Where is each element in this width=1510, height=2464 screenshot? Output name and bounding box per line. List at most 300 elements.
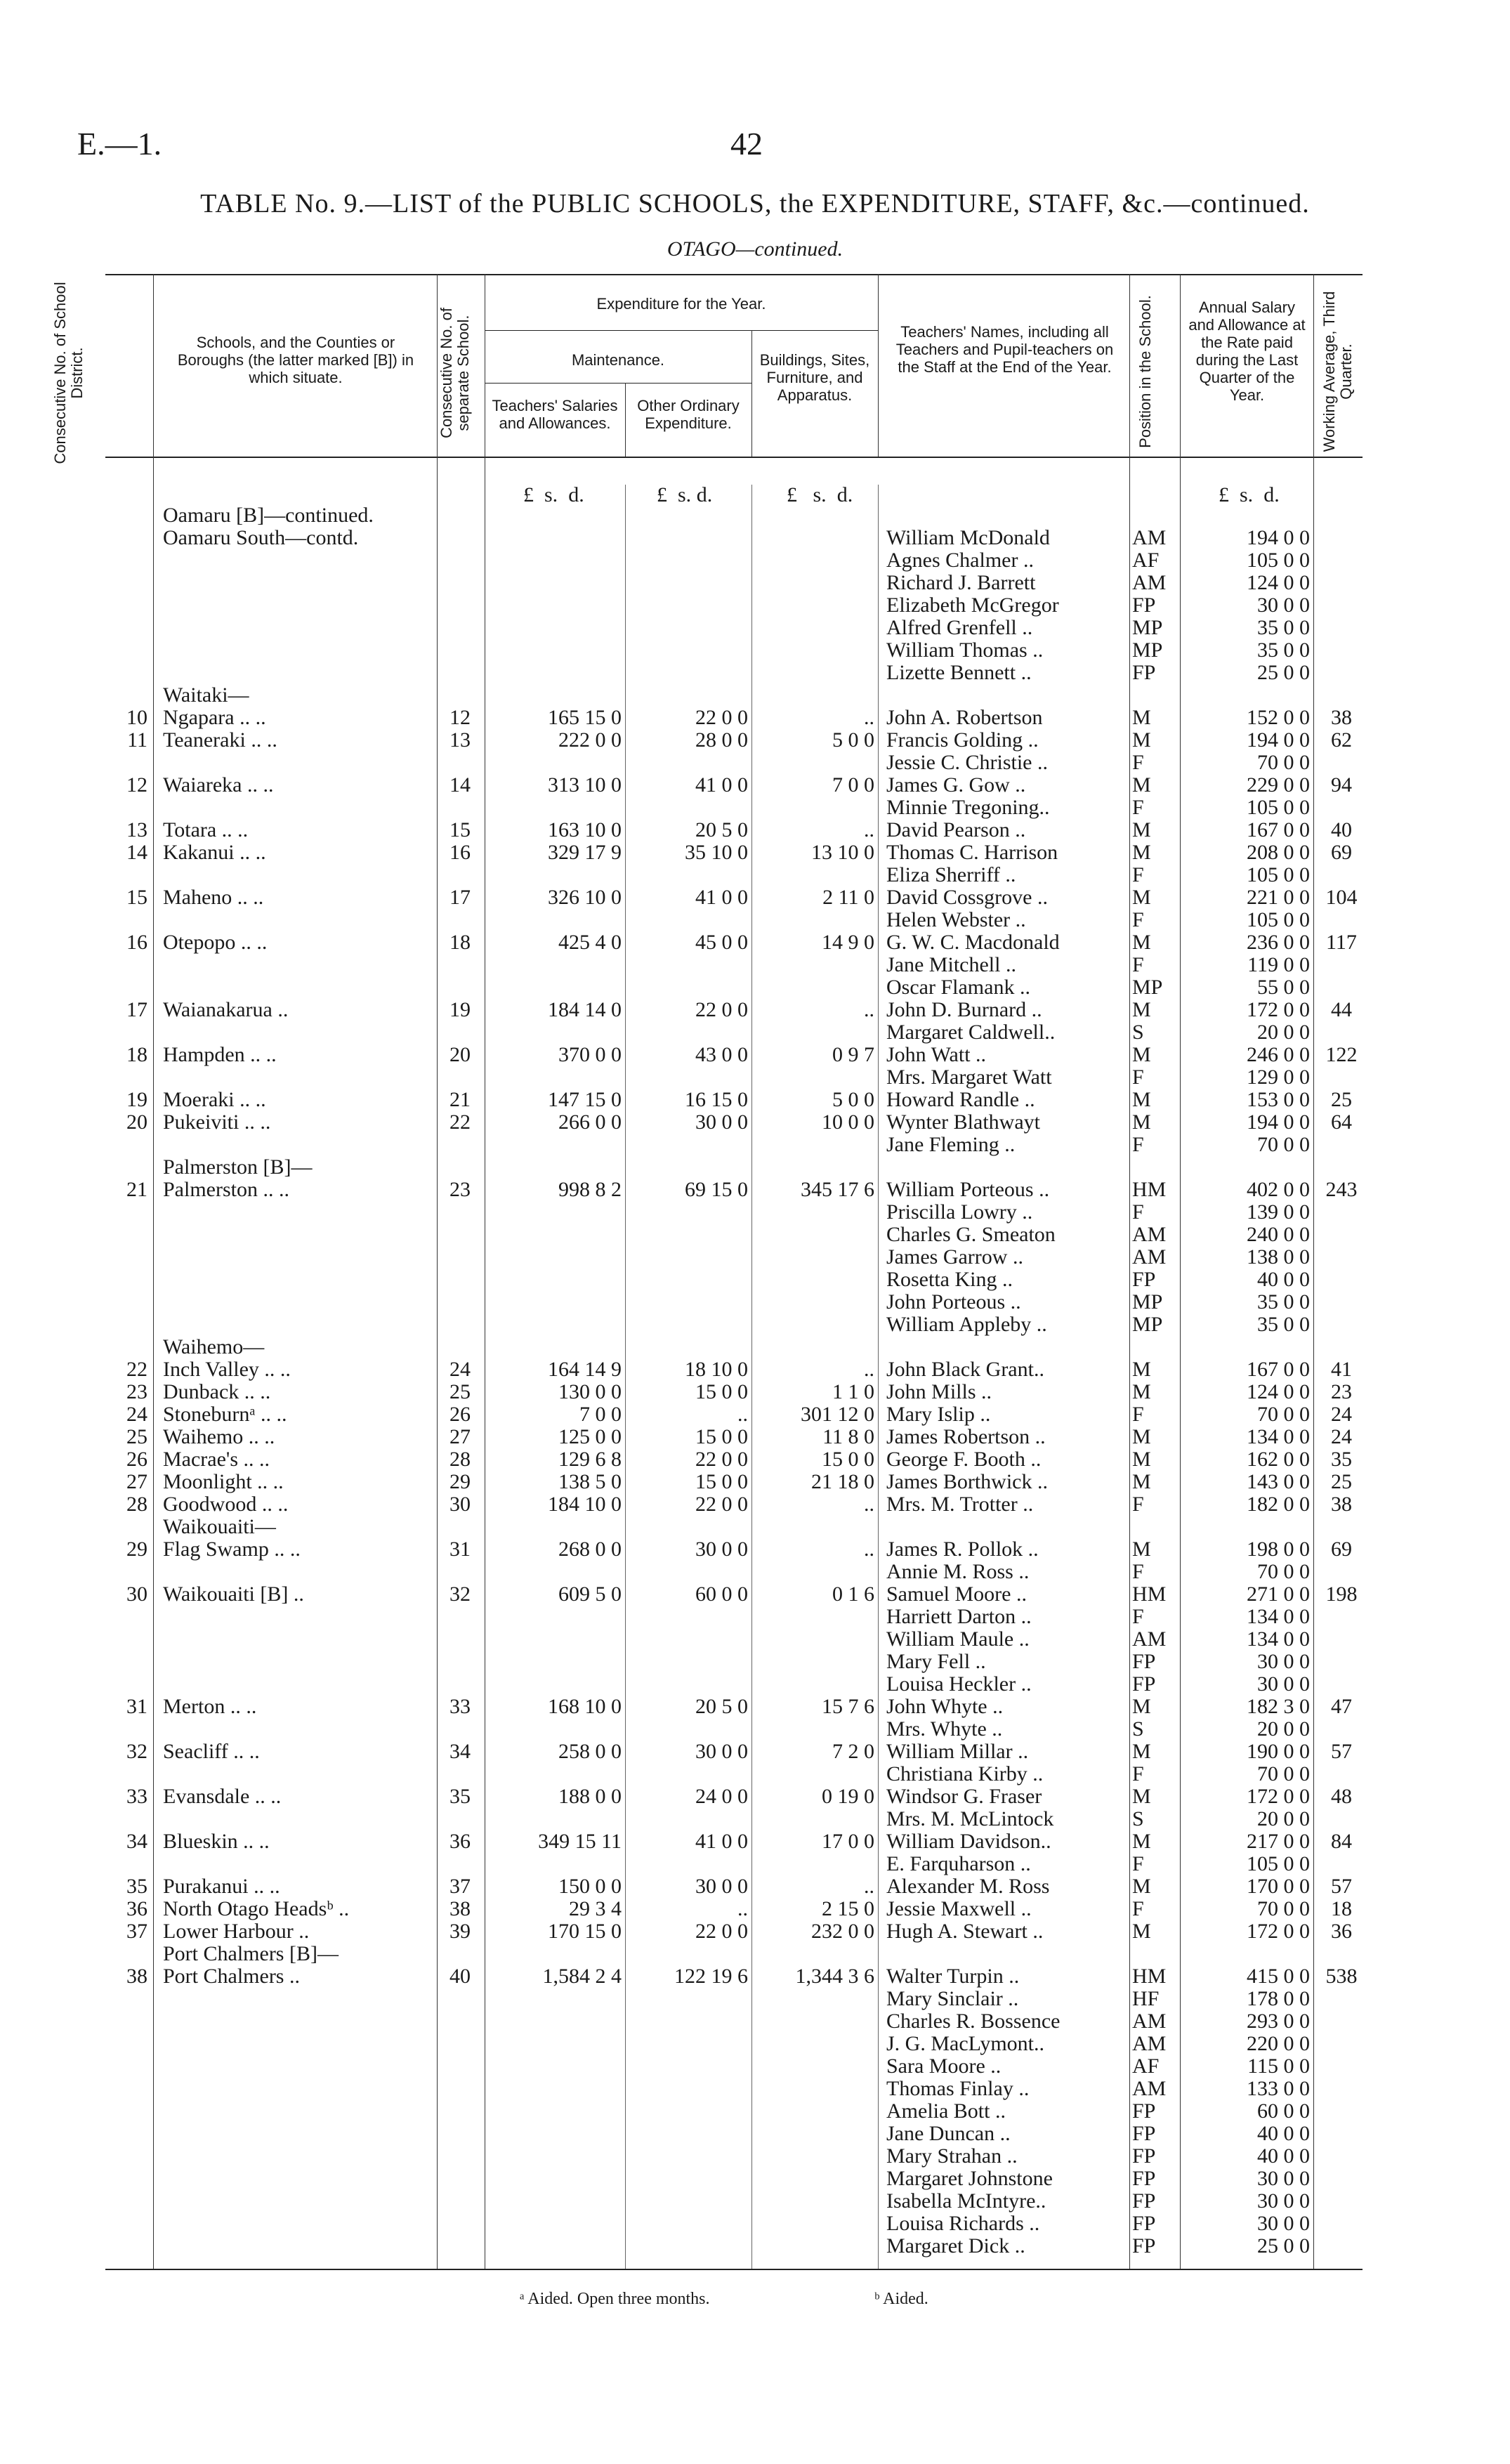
other-expenditure: 15 0 0 [695, 1380, 748, 1403]
other-expenditure: 122 19 6 [674, 1965, 748, 1988]
district-no: 13 [126, 818, 147, 841]
buildings: 15 7 6 [822, 1695, 874, 1718]
table-row [0, 1313, 1510, 1336]
position: S [1132, 1717, 1144, 1741]
teacher-name: James Garrow .. [886, 1245, 1023, 1269]
annual-salary: 20 0 0 [1257, 1717, 1310, 1741]
teacher-name: Mrs. M. McLintock [886, 1807, 1054, 1830]
position: M [1132, 1448, 1151, 1471]
school-name: Palmerston [B]— [163, 1155, 313, 1179]
annual-salary: 402 0 0 [1247, 1178, 1310, 1201]
table-row [0, 1134, 1510, 1156]
teachers-salaries: 1,584 2 4 [542, 1965, 622, 1988]
buildings: 301 12 0 [801, 1403, 874, 1426]
school-name: North Otago Headsᵇ .. [163, 1897, 350, 1920]
district-no: 34 [126, 1830, 147, 1853]
school-name: Merton .. .. [163, 1695, 257, 1718]
other-expenditure: 22 0 0 [695, 998, 748, 1021]
buildings: 21 18 0 [811, 1470, 874, 1493]
annual-salary: 134 0 0 [1247, 1627, 1310, 1651]
header-expenditure: Expenditure for the Year. [596, 295, 766, 313]
teacher-name: Christiana Kirby .. [886, 1762, 1044, 1785]
header-school-no: Consecutive No. of separate School. [438, 308, 472, 438]
table-row [0, 954, 1510, 976]
annual-salary: 35 0 0 [1257, 638, 1310, 662]
other-expenditure: 15 0 0 [695, 1425, 748, 1448]
position: F [1132, 953, 1144, 976]
working-average: 62 [1331, 728, 1352, 752]
school-no: 36 [449, 1830, 471, 1853]
working-average: 25 [1331, 1088, 1352, 1111]
other-expenditure: .. [737, 1897, 748, 1920]
other-expenditure: 20 5 0 [695, 1695, 748, 1718]
table-row [0, 1965, 1510, 1988]
position: AF [1132, 2055, 1160, 2078]
district-no: 31 [126, 1695, 147, 1718]
teachers-salaries: 998 8 2 [558, 1178, 622, 1201]
district-no: 35 [126, 1875, 147, 1898]
annual-salary: 134 0 0 [1247, 1605, 1310, 1628]
header-teachers-salaries: Teachers' Salaries and Allowances. [492, 397, 618, 432]
school-name: Oamaru [B]—continued. [163, 504, 374, 527]
table-row [0, 1763, 1510, 1785]
table-row [0, 1089, 1510, 1111]
teacher-name: John A. Robertson [886, 706, 1043, 729]
district-no: 20 [126, 1110, 147, 1134]
header-working-average: Working Average, Third Quarter. [1320, 291, 1355, 452]
school-no: 32 [449, 1582, 471, 1606]
position: M [1132, 1740, 1151, 1763]
position: F [1132, 1403, 1144, 1426]
teacher-name: William Davidson.. [886, 1830, 1051, 1853]
teachers-salaries: 188 0 0 [558, 1785, 622, 1808]
position: M [1132, 706, 1151, 729]
table-row [0, 1651, 1510, 1673]
position: F [1132, 1560, 1144, 1583]
position: M [1132, 1470, 1151, 1493]
buildings: 2 11 0 [822, 886, 874, 909]
table-row [0, 594, 1510, 617]
district-no: 37 [126, 1920, 147, 1943]
teachers-salaries: 258 0 0 [558, 1740, 622, 1763]
teacher-name: James Robertson .. [886, 1425, 1046, 1448]
position: F [1132, 1066, 1144, 1089]
teacher-name: Elizabeth McGregor [886, 594, 1059, 617]
page-header-left: E.—1. [77, 126, 162, 162]
teacher-name: John Mills .. [886, 1380, 992, 1403]
table-row [0, 2123, 1510, 2145]
school-no: 17 [449, 886, 471, 909]
table-row [0, 1336, 1510, 1358]
working-average: 18 [1331, 1897, 1352, 1920]
working-average: 47 [1331, 1695, 1352, 1718]
district-no: 33 [126, 1785, 147, 1808]
position: FP [1132, 2212, 1156, 2235]
annual-salary: 271 0 0 [1247, 1582, 1310, 1606]
school-no: 40 [449, 1965, 471, 1988]
working-average: 36 [1331, 1920, 1352, 1943]
annual-salary: 178 0 0 [1247, 1987, 1310, 2010]
other-expenditure: 22 0 0 [695, 706, 748, 729]
position: AM [1132, 1627, 1167, 1651]
annual-salary: 60 0 0 [1257, 2099, 1310, 2123]
position: M [1132, 1538, 1151, 1561]
school-no: 29 [449, 1470, 471, 1493]
position: AM [1132, 2032, 1167, 2055]
position: F [1132, 1897, 1144, 1920]
annual-salary: 208 0 0 [1247, 841, 1310, 864]
school-name: Stoneburnᵃ .. .. [163, 1403, 287, 1426]
school-name: Lower Harbour .. [163, 1920, 310, 1943]
teacher-name: Mary Sinclair .. [886, 1987, 1019, 2010]
annual-salary: 172 0 0 [1247, 1785, 1310, 1808]
teachers-salaries: 266 0 0 [558, 1110, 622, 1134]
table-row [0, 1718, 1510, 1741]
table-title: TABLE No. 9.—LIST of the PUBLIC SCHOOLS, the EXPENDITURE, STAFF, &c.—continued. [200, 189, 1310, 218]
position: M [1132, 1695, 1151, 1718]
teachers-salaries: 184 14 0 [548, 998, 622, 1021]
school-no: 24 [449, 1358, 471, 1381]
table-row [0, 1606, 1510, 1628]
teacher-name: Francis Golding .. [886, 728, 1039, 752]
teacher-name: Jessie Maxwell .. [886, 1897, 1032, 1920]
working-average: 23 [1331, 1380, 1352, 1403]
teacher-name: Minnie Tregoning.. [886, 796, 1050, 819]
annual-salary: 194 0 0 [1247, 728, 1310, 752]
annual-salary: 30 0 0 [1257, 2212, 1310, 2235]
school-name: Dunback .. .. [163, 1380, 271, 1403]
table-row [0, 2190, 1510, 2213]
teacher-name: Margaret Dick .. [886, 2234, 1025, 2257]
annual-salary: 35 0 0 [1257, 1313, 1310, 1336]
table-row [0, 1898, 1510, 1920]
teachers-salaries: 170 15 0 [548, 1920, 622, 1943]
teacher-name: William McDonald [886, 526, 1050, 549]
annual-salary: 134 0 0 [1247, 1425, 1310, 1448]
position: F [1132, 908, 1144, 931]
school-no: 13 [449, 728, 471, 752]
position: AM [1132, 1245, 1167, 1269]
annual-salary: 129 0 0 [1247, 1066, 1310, 1089]
annual-salary: 35 0 0 [1257, 616, 1310, 639]
district-no: 27 [126, 1470, 147, 1493]
other-expenditure: 45 0 0 [695, 931, 748, 954]
annual-salary: 162 0 0 [1247, 1448, 1310, 1471]
position: MP [1132, 1290, 1163, 1313]
table-row [0, 729, 1510, 752]
position: FP [1132, 2144, 1156, 2168]
teachers-salaries: 609 5 0 [558, 1582, 622, 1606]
position: F [1132, 1852, 1144, 1875]
school-name: Flag Swamp .. .. [163, 1538, 301, 1561]
teachers-salaries: 129 6 8 [558, 1448, 622, 1471]
table-row [0, 1111, 1510, 1134]
district-no: 32 [126, 1740, 147, 1763]
working-average: 38 [1331, 706, 1352, 729]
position: S [1132, 1807, 1144, 1830]
other-expenditure: 69 15 0 [685, 1178, 748, 1201]
working-average: 243 [1325, 1178, 1358, 1201]
school-name: Waikouaiti— [163, 1515, 276, 1538]
annual-salary: 198 0 0 [1247, 1538, 1310, 1561]
other-expenditure: 24 0 0 [695, 1785, 748, 1808]
annual-salary: 20 0 0 [1257, 1807, 1310, 1830]
teacher-name: Amelia Bott .. [886, 2099, 1006, 2123]
annual-salary: 30 0 0 [1257, 2189, 1310, 2213]
school-name: Macrae's .. .. [163, 1448, 270, 1471]
position: HM [1132, 1178, 1167, 1201]
other-expenditure: .. [737, 1403, 748, 1426]
other-expenditure: 30 0 0 [695, 1110, 748, 1134]
other-expenditure: 22 0 0 [695, 1448, 748, 1471]
school-name: Ngapara .. .. [163, 706, 266, 729]
school-name: Oamaru South—contd. [163, 526, 359, 549]
district-no: 18 [126, 1043, 147, 1066]
position: M [1132, 1425, 1151, 1448]
annual-salary: 190 0 0 [1247, 1740, 1310, 1763]
position: M [1132, 1043, 1151, 1066]
other-expenditure: 16 15 0 [685, 1088, 748, 1111]
district-no: 12 [126, 773, 147, 797]
table-row [0, 617, 1510, 639]
school-name: Waiareka .. .. [163, 773, 274, 797]
annual-salary: 25 0 0 [1257, 661, 1310, 684]
teacher-name: Harriett Darton .. [886, 1605, 1032, 1628]
position: FP [1132, 594, 1156, 617]
teacher-name: William Appleby .. [886, 1313, 1047, 1336]
teacher-name: William Porteous .. [886, 1178, 1050, 1201]
working-average: 198 [1325, 1582, 1358, 1606]
school-no: 31 [449, 1538, 471, 1561]
teacher-name: Louisa Richards .. [886, 2212, 1040, 2235]
buildings: 7 2 0 [832, 1740, 874, 1763]
position: F [1132, 863, 1144, 886]
table-row [0, 841, 1510, 864]
school-no: 39 [449, 1920, 471, 1943]
buildings: 0 1 6 [832, 1582, 874, 1606]
buildings: .. [864, 1538, 874, 1561]
teacher-name: David Cossgrove .. [886, 886, 1048, 909]
teacher-name: Lizette Bennett .. [886, 661, 1032, 684]
table-subtitle: OTAGO—continued. [667, 237, 843, 261]
school-name: Waitaki— [163, 683, 249, 707]
table-row [0, 2168, 1510, 2190]
table-row [0, 2100, 1510, 2123]
teacher-name: Priscilla Lowry .. [886, 1200, 1033, 1224]
other-expenditure: 35 10 0 [685, 841, 748, 864]
school-name: Purakanui .. .. [163, 1875, 280, 1898]
school-no: 15 [449, 818, 471, 841]
teachers-salaries: 130 0 0 [558, 1380, 622, 1403]
position: FP [1132, 1268, 1156, 1291]
annual-salary: 182 0 0 [1247, 1493, 1310, 1516]
school-name: Moonlight .. .. [163, 1470, 284, 1493]
table-row [0, 2145, 1510, 2168]
buildings: 13 10 0 [811, 841, 874, 864]
school-name: Pukeiviti .. .. [163, 1110, 271, 1134]
position: M [1132, 841, 1151, 864]
teacher-name: James G. Gow .. [886, 773, 1026, 797]
teacher-name: Louisa Heckler .. [886, 1672, 1032, 1696]
school-name: Maheno .. .. [163, 886, 264, 909]
school-no: 19 [449, 998, 471, 1021]
teacher-name: Mrs. Whyte .. [886, 1717, 1003, 1741]
position: M [1132, 773, 1151, 797]
school-name: Goodwood .. .. [163, 1493, 289, 1516]
annual-salary: 172 0 0 [1247, 1920, 1310, 1943]
currency-header-salary: £ s. d. [1219, 483, 1280, 506]
annual-salary: 170 0 0 [1247, 1875, 1310, 1898]
annual-salary: 124 0 0 [1247, 571, 1310, 594]
annual-salary: 167 0 0 [1247, 1358, 1310, 1381]
teacher-name: G. W. C. Macdonald [886, 931, 1060, 954]
district-no: 38 [126, 1965, 147, 1988]
annual-salary: 105 0 0 [1247, 796, 1310, 819]
header-annual-salary: Annual Salary and Allowance at the Rate paid during the Last Quarter of the Year. [1188, 299, 1306, 404]
working-average: 48 [1331, 1785, 1352, 1808]
teacher-name: Alfred Grenfell .. [886, 616, 1033, 639]
teachers-salaries: 138 5 0 [558, 1470, 622, 1493]
table-row [0, 1696, 1510, 1718]
teacher-name: Windsor G. Fraser [886, 1785, 1042, 1808]
position: FP [1132, 2122, 1156, 2145]
annual-salary: 40 0 0 [1257, 2122, 1310, 2145]
position: FP [1132, 2234, 1156, 2257]
table-row [0, 1538, 1510, 1561]
teachers-salaries: 370 0 0 [558, 1043, 622, 1066]
teacher-name: Jane Duncan .. [886, 2122, 1011, 2145]
position: M [1132, 1380, 1151, 1403]
position: FP [1132, 2189, 1156, 2213]
teacher-name: Isabella McIntyre.. [886, 2189, 1046, 2213]
table-row [0, 549, 1510, 572]
district-no: 25 [126, 1425, 147, 1448]
teacher-name: Wynter Blathwayt [886, 1110, 1040, 1134]
table-row [0, 931, 1510, 954]
buildings: 2 15 0 [822, 1897, 874, 1920]
table-row [0, 504, 1510, 527]
teacher-name: William Millar .. [886, 1740, 1029, 1763]
school-no: 28 [449, 1448, 471, 1471]
buildings: .. [864, 1493, 874, 1516]
teacher-name: Mary Islip .. [886, 1403, 991, 1426]
position: M [1132, 728, 1151, 752]
teacher-name: Rosetta King .. [886, 1268, 1013, 1291]
district-no: 10 [126, 706, 147, 729]
teacher-name: Hugh A. Stewart .. [886, 1920, 1044, 1943]
other-expenditure: 41 0 0 [695, 886, 748, 909]
school-name: Waihemo .. .. [163, 1425, 275, 1448]
annual-salary: 70 0 0 [1257, 1133, 1310, 1156]
buildings: .. [864, 1358, 874, 1381]
buildings: 0 19 0 [822, 1785, 874, 1808]
table-row [0, 662, 1510, 684]
working-average: 104 [1325, 886, 1358, 909]
annual-salary: 172 0 0 [1247, 998, 1310, 1021]
school-name: Hampden .. .. [163, 1043, 277, 1066]
working-average: 35 [1331, 1448, 1352, 1471]
position: M [1132, 1110, 1151, 1134]
annual-salary: 20 0 0 [1257, 1021, 1310, 1044]
annual-salary: 70 0 0 [1257, 1560, 1310, 1583]
teacher-name: Walter Turpin .. [886, 1965, 1020, 1988]
annual-salary: 220 0 0 [1247, 2032, 1310, 2055]
working-average: 24 [1331, 1425, 1352, 1448]
school-name: Totara .. .. [163, 818, 249, 841]
position: M [1132, 1875, 1151, 1898]
school-no: 22 [449, 1110, 471, 1134]
table-row [0, 1808, 1510, 1830]
other-expenditure: 41 0 0 [695, 1830, 748, 1853]
table-row [0, 1044, 1510, 1066]
annual-salary: 194 0 0 [1247, 526, 1310, 549]
teacher-name: Margaret Caldwell.. [886, 1021, 1056, 1044]
district-no: 30 [126, 1582, 147, 1606]
teachers-salaries: 29 3 4 [569, 1897, 622, 1920]
table-row [0, 1448, 1510, 1471]
buildings: 15 0 0 [822, 1448, 874, 1471]
district-no: 14 [126, 841, 147, 864]
buildings: 10 0 0 [822, 1110, 874, 1134]
position: M [1132, 886, 1151, 909]
other-expenditure: 43 0 0 [695, 1043, 748, 1066]
position: HM [1132, 1965, 1167, 1988]
position: MP [1132, 616, 1163, 639]
header-buildings: Buildings, Sites, Furniture, and Apparatus. [759, 351, 870, 404]
currency-header-ts: £ s. d. [523, 483, 584, 506]
position: F [1132, 796, 1144, 819]
teacher-name: David Pearson .. [886, 818, 1026, 841]
working-average: 24 [1331, 1403, 1352, 1426]
position: M [1132, 931, 1151, 954]
teacher-name: Jane Mitchell .. [886, 953, 1016, 976]
annual-salary: 55 0 0 [1257, 976, 1310, 999]
teacher-name: Thomas Finlay .. [886, 2077, 1030, 2100]
annual-salary: 246 0 0 [1247, 1043, 1310, 1066]
annual-salary: 138 0 0 [1247, 1245, 1310, 1269]
working-average: 69 [1331, 1538, 1352, 1561]
table-row [0, 572, 1510, 594]
table-row [0, 684, 1510, 707]
teacher-name: James Borthwick .. [886, 1470, 1048, 1493]
annual-salary: 236 0 0 [1247, 931, 1310, 954]
annual-salary: 124 0 0 [1247, 1380, 1310, 1403]
annual-salary: 182 3 0 [1247, 1695, 1310, 1718]
position: AM [1132, 1223, 1167, 1246]
table-row [0, 1156, 1510, 1179]
teacher-name: Alexander M. Ross [886, 1875, 1050, 1898]
district-no: 17 [126, 998, 147, 1021]
other-expenditure: 18 10 0 [685, 1358, 748, 1381]
buildings: .. [864, 818, 874, 841]
position: MP [1132, 976, 1163, 999]
position: M [1132, 998, 1151, 1021]
annual-salary: 30 0 0 [1257, 1650, 1310, 1673]
other-expenditure: 30 0 0 [695, 1875, 748, 1898]
school-no: 18 [449, 931, 471, 954]
district-no: 16 [126, 931, 147, 954]
annual-salary: 30 0 0 [1257, 1672, 1310, 1696]
teacher-name: John Porteous .. [886, 1290, 1021, 1313]
working-average: 117 [1326, 931, 1357, 954]
working-average: 94 [1331, 773, 1352, 797]
teachers-salaries: 349 15 11 [538, 1830, 622, 1853]
position: F [1132, 1762, 1144, 1785]
position: FP [1132, 661, 1156, 684]
table-row [0, 1628, 1510, 1651]
school-no: 20 [449, 1043, 471, 1066]
table-row [0, 1201, 1510, 1224]
